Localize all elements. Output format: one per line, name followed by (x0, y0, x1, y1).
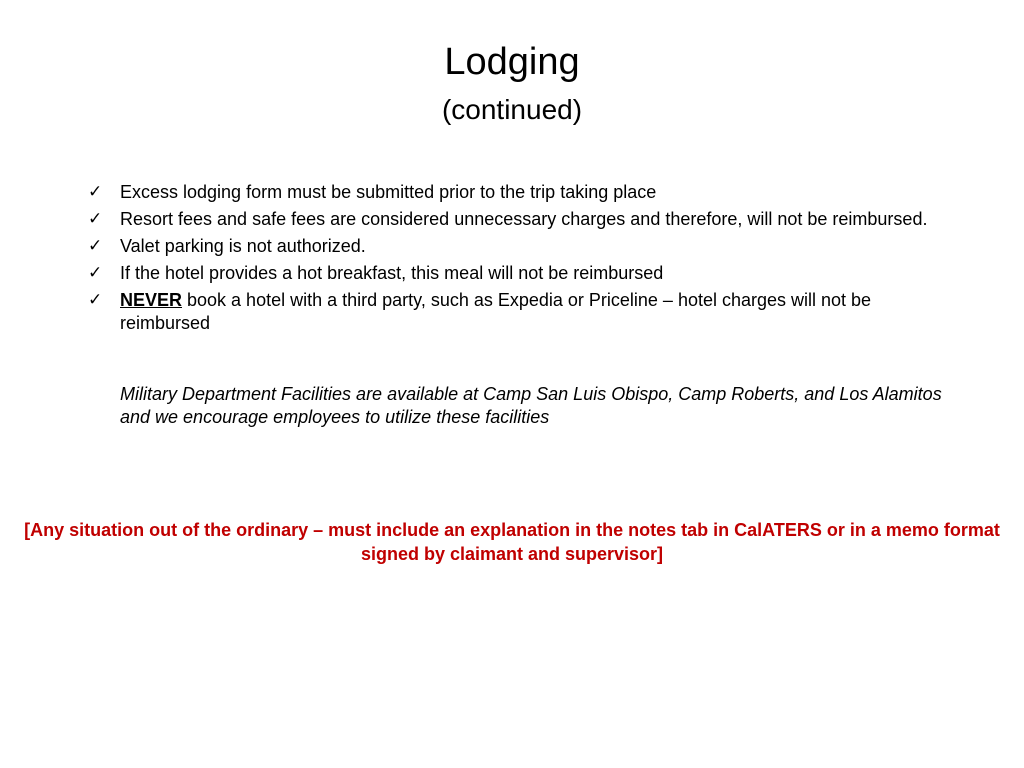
checkmark-icon: ✓ (88, 182, 103, 202)
bullet-text: Valet parking is not authorized. (120, 236, 366, 256)
bullet-item (88, 235, 964, 258)
slide-title: Lodging (444, 41, 580, 83)
bullet-item (88, 262, 964, 285)
facilities-note: Military Department Facilities are available at Camp San Luis Obispo, Camp Roberts, and Los Alamitos and we encourage employees to utilize these facilities (120, 384, 942, 427)
never-emphasis: NEVER (120, 290, 183, 310)
bullet-item-never (88, 289, 964, 335)
bullet-item (88, 208, 964, 231)
warning-text: [Any situation out of the ordinary – must include an explanation in the notes tab in CalATERS or in a memo format signed by claimant and supervisor] (24, 520, 1000, 564)
checkmark-icon: ✓ (88, 209, 103, 229)
bullet-item (88, 181, 964, 204)
bullet-text: Resort fees and safe fees are considered unnecessary charges and therefore, will not be reimbursed. (120, 209, 928, 229)
bullet-text: Excess lodging form must be submitted prior to the trip taking place (120, 182, 657, 202)
bullet-text: If the hotel provides a hot breakfast, this meal will not be reimbursed (120, 263, 664, 283)
checkmark-icon: ✓ (88, 263, 103, 283)
checkmark-icon: ✓ (88, 236, 103, 256)
bullet-text: book a hotel with a third party, such as Expedia or Priceline – hotel charges will not be reimbursed (120, 290, 872, 333)
checkmark-icon: ✓ (88, 290, 103, 310)
slide-subtitle: (continued) (441, 94, 583, 125)
bullet-list (88, 181, 964, 339)
